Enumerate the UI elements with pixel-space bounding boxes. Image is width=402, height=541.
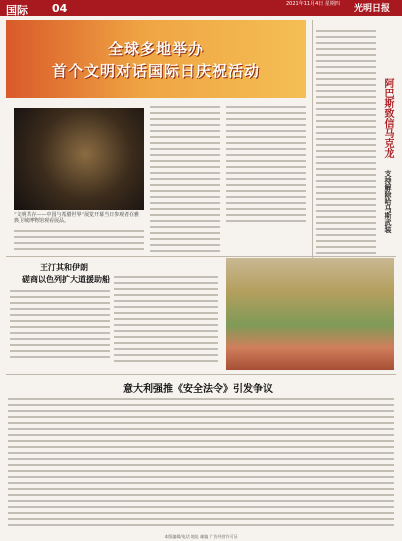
article-text [10,290,110,360]
article-text [114,276,218,362]
page-header [0,0,402,16]
side-headline: 阿巴斯致信马克龙 [382,78,393,158]
story-four-headline: 意大利强推《安全法令》引发争议 [123,384,273,395]
issue-date: 2021年11月4日 星期四 [286,1,340,7]
section-divider [6,256,396,257]
article-text [226,106,306,226]
article-text [150,106,220,256]
masthead: 光明日报 [354,4,391,14]
main-headline-line1: 全球多地举办 [107,40,204,58]
story-three-headline-1: 王汀其和伊朗 [40,262,88,272]
page-number: 04 [52,2,68,15]
festival-photo [226,258,394,370]
main-headline-line2: 首个文明对话国际日庆祝活动 [51,62,260,80]
column-divider [312,20,313,260]
side-subheadline: 支持解除哈马斯武装 [384,170,393,233]
main-story-banner [6,20,306,98]
article-text [8,398,394,528]
article-text [14,230,144,250]
story-three-headline-2: 磋商以色列扩大道援助船 [22,274,110,284]
page-footer: 本版编辑/电话 地址 邮编 广告经营许可证 [164,534,238,539]
exhibition-photo [14,108,144,210]
section-divider [6,374,396,375]
section-name: 国际 [6,4,28,17]
article-text [316,30,376,255]
photo-caption: “文明共存——中国与希腊世界”展览开幕当日参观者在雅典卫城博物馆观看展品。 [14,212,140,224]
